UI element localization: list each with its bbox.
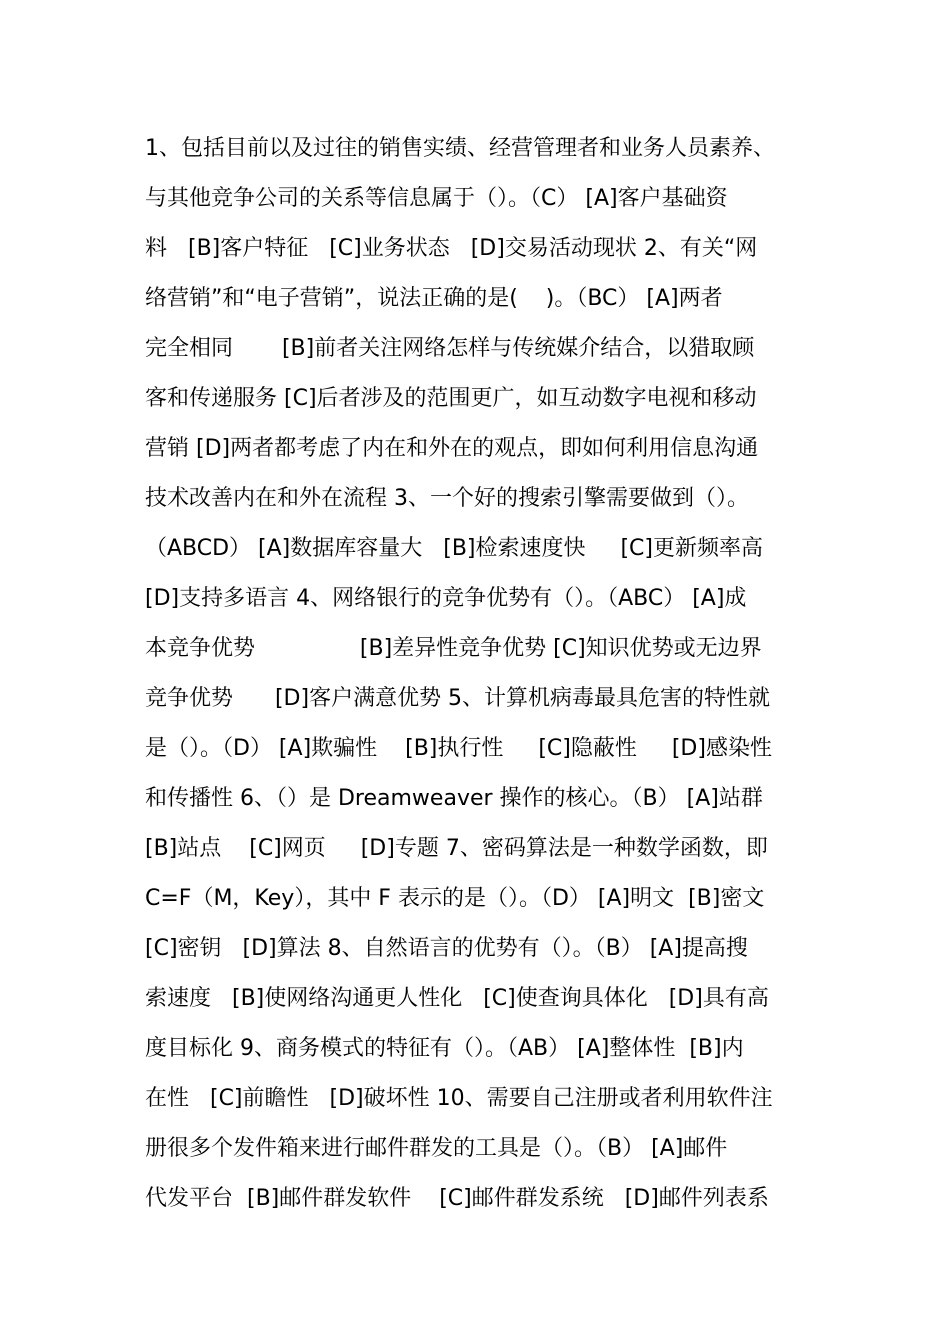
text-line: 代发平台 [B]邮件群发软件 [C]邮件群发系统 [D]邮件列表系 — [145, 1186, 769, 1211]
text-line: [C]密钥 [D]算法 8、自然语言的优势有（）。（B） [A]提高搜 — [145, 936, 748, 961]
text-line: C=F（M，Key），其中 F 表示的是（）。（D） [A]明文 [B]密文 — [145, 886, 765, 911]
text-line: 索速度 [B]使网络沟通更人性化 [C]使查询具体化 [D]具有高 — [145, 986, 769, 1011]
text-line: 完全相同 [B]前者关注网络怎样与传统媒介结合，以猎取顾 — [145, 336, 755, 361]
text-line: [D]支持多语言 4、网络银行的竞争优势有（）。（ABC） [A]成 — [145, 586, 747, 611]
text-line: 是（）。（D） [A]欺骗性 [B]执行性 [C]隐蔽性 [D]感染性 — [145, 736, 772, 761]
text-line: （ABCD） [A]数据库容量大 [B]检索速度快 [C]更新频率高 — [145, 536, 763, 561]
text-line: 络营销”和“电子营销”，说法正确的是( )。（BC） [A]两者 — [145, 286, 723, 311]
text-line: 技术改善内在和外在流程 3、一个好的搜索引擎需要做到（）。 — [145, 486, 749, 511]
text-line: 本竞争优势 [B]差异性竞争优势 [C]知识优势或无边界 — [145, 636, 762, 661]
text-line: 与其他竞争公司的关系等信息属于（）。（C） [A]客户基础资 — [145, 186, 728, 211]
text-line: 1、包括目前以及过往的销售实绩、经营管理者和业务人员素养、 — [145, 136, 775, 161]
text-line: 竞争优势 [D]客户满意优势 5、计算机病毒最具危害的特性就 — [145, 686, 771, 711]
text-line: 度目标化 9、商务模式的特征有（）。（AB） [A]整体性 [B]内 — [145, 1036, 744, 1061]
text-line: 在性 [C]前瞻性 [D]破坏性 10、需要自己注册或者利用软件注 — [145, 1086, 773, 1111]
text-line: 营销 [D]两者都考虑了内在和外在的观点，即如何利用信息沟通 — [145, 436, 759, 461]
text-line: 料 [B]客户特征 [C]业务状态 [D]交易活动现状 2、有关“网 — [145, 236, 758, 261]
text-line: [B]站点 [C]网页 [D]专题 7、密码算法是一种数学函数，即 — [145, 836, 768, 861]
text-line: 册很多个发件箱来进行邮件群发的工具是（）。（B） [A]邮件 — [145, 1136, 728, 1161]
question-text-block — [145, 124, 825, 1224]
text-line: 和传播性 6、（）是 Dreamweaver 操作的核心。（B） [A]站群 — [145, 786, 763, 811]
text-line: 客和传递服务 [C]后者涉及的范围更广，如互动数字电视和移动 — [145, 386, 757, 411]
